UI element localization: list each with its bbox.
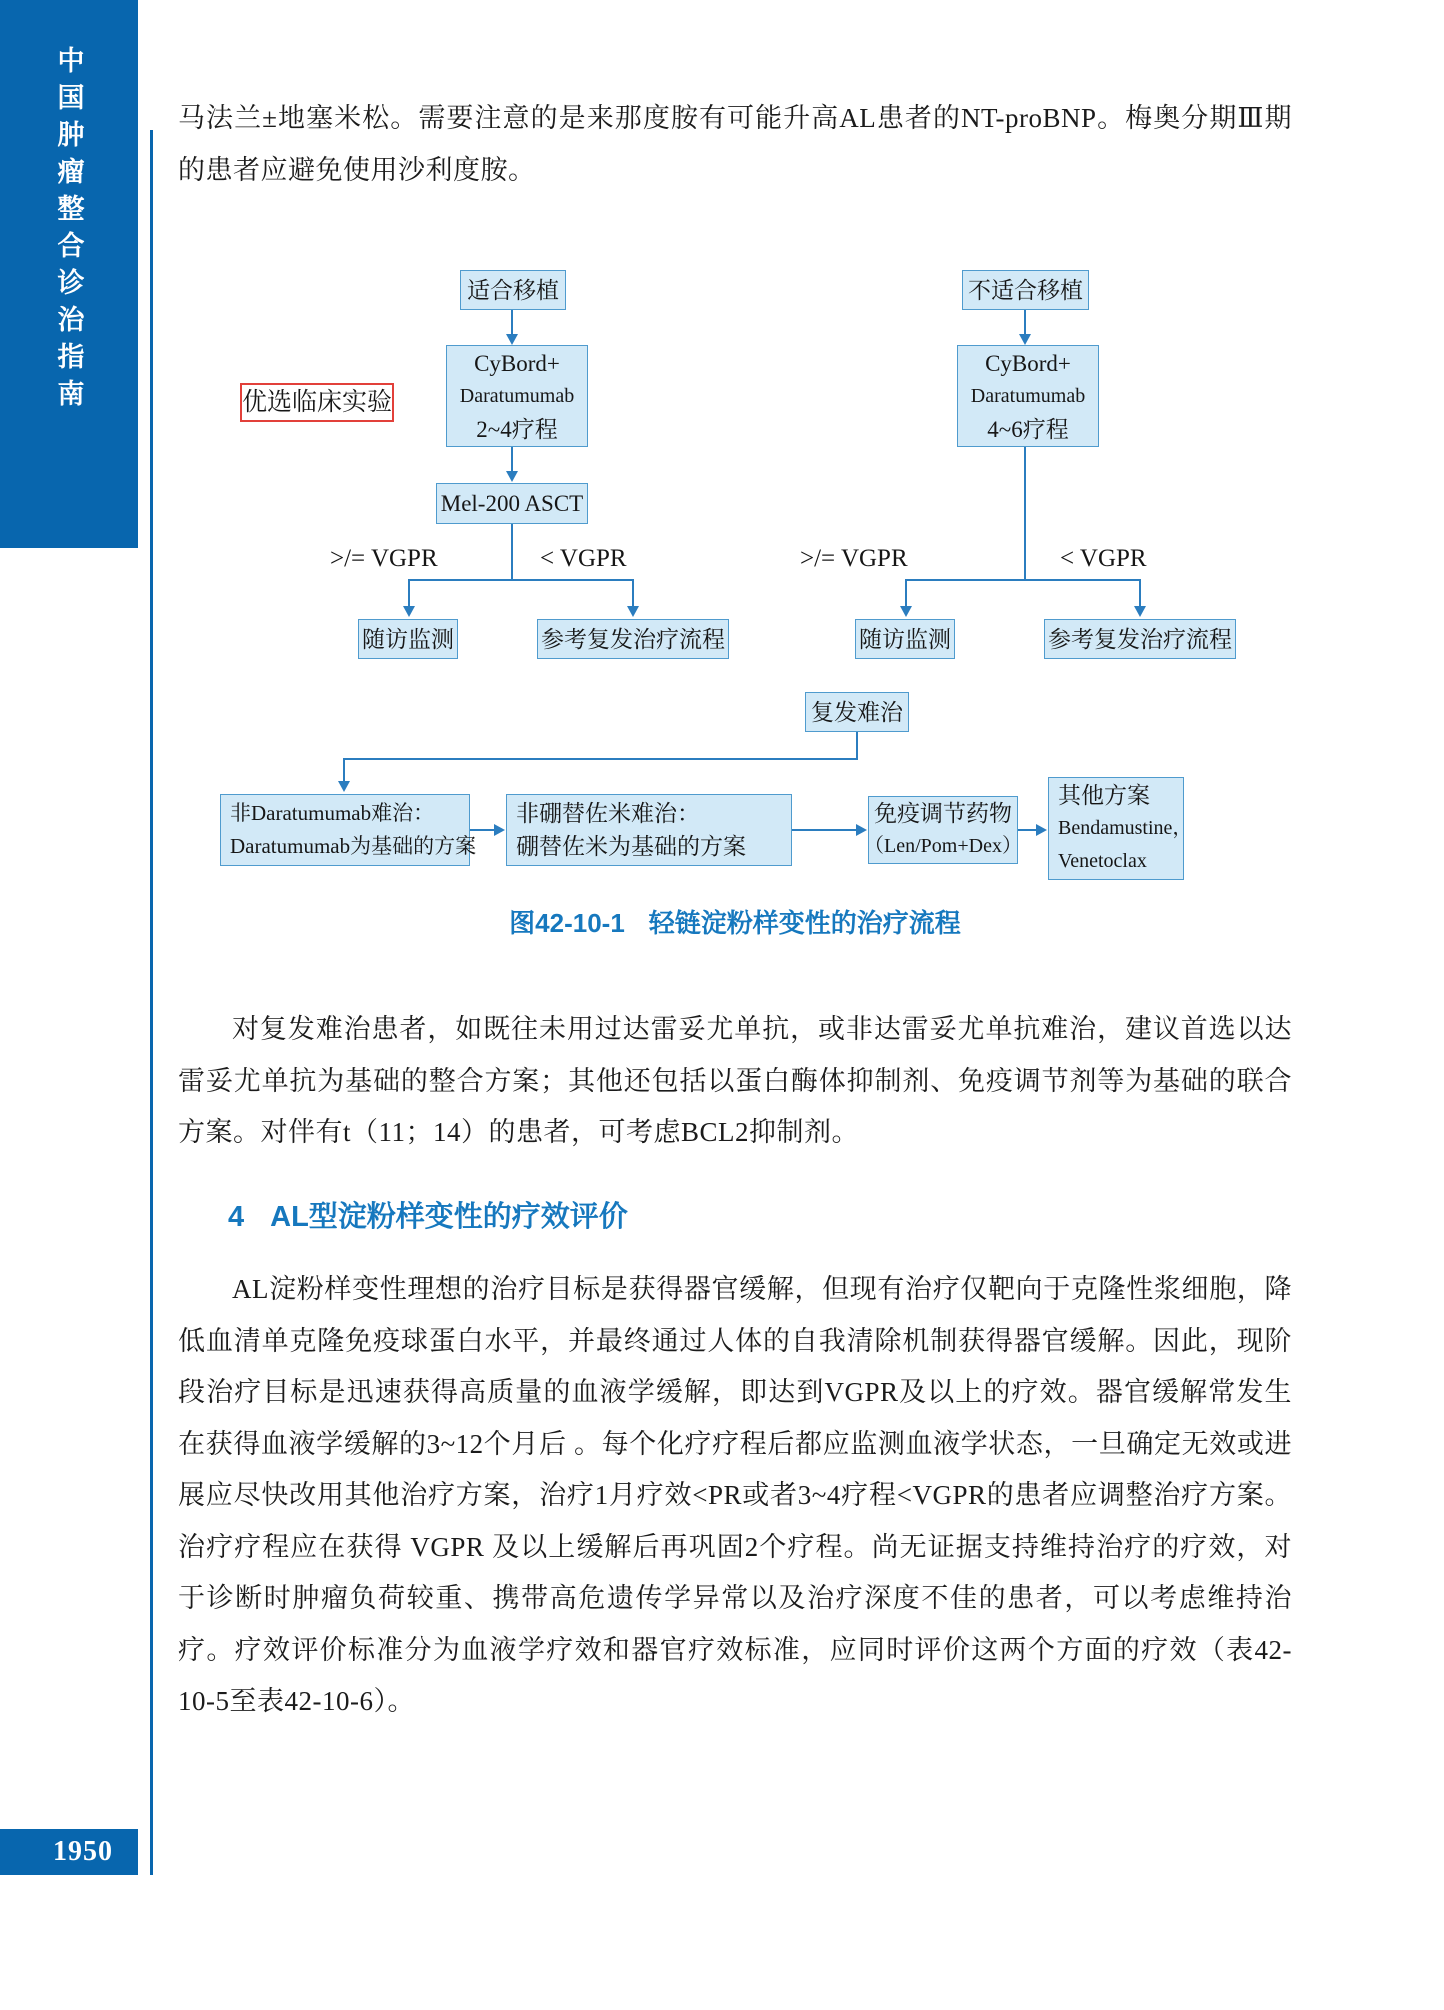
section-heading bbox=[228, 1194, 628, 1235]
figure-title: 轻链淀粉样变性的治疗流程 bbox=[648, 908, 961, 938]
node-unfit-transplant: 不适合移植 bbox=[962, 270, 1089, 310]
node-line: 其他方案 bbox=[1058, 783, 1150, 808]
node-line: 非Daratumumab难治： bbox=[230, 801, 435, 825]
connector-line bbox=[511, 524, 513, 581]
node-line: CyBord+ bbox=[474, 350, 560, 376]
connector-line bbox=[1139, 579, 1141, 607]
page-number-badge bbox=[0, 1829, 138, 1875]
arrow-down-icon bbox=[506, 471, 518, 482]
connector-line bbox=[1024, 447, 1026, 581]
node-line: 非硼替佐米难治： bbox=[516, 801, 700, 826]
flowchart bbox=[0, 0, 1444, 900]
node-line: （Len/Pom+Dex） bbox=[864, 835, 1022, 857]
arrow-down-icon bbox=[403, 606, 415, 617]
heading-number: 4 bbox=[228, 1201, 245, 1233]
connector-line bbox=[905, 579, 1141, 581]
page-number: 1950 bbox=[53, 1836, 113, 1867]
node-refer-relapse-right: 参考复发治疗流程 bbox=[1044, 619, 1236, 659]
arrow-right-icon bbox=[856, 824, 867, 836]
arrow-down-icon bbox=[627, 606, 639, 617]
node-fit-transplant: 适合移植 bbox=[460, 270, 566, 310]
connector-line bbox=[343, 758, 858, 760]
paragraph-intro: 马法兰±地塞米松。需要注意的是来那度胺有可能升高AL患者的NT-proBNP。梅奥分期Ⅲ期的患者应避免使用沙利度胺。 bbox=[178, 103, 1292, 185]
connector-line bbox=[511, 447, 513, 473]
arrow-right-icon bbox=[1036, 824, 1047, 836]
connector-line bbox=[792, 829, 858, 831]
connector-line bbox=[511, 310, 513, 336]
node-non-bortezomib-refractory bbox=[506, 794, 792, 866]
arrow-right-icon bbox=[494, 824, 505, 836]
node-line: 免疫调节药物 bbox=[874, 801, 1012, 826]
node-line: 2~4疗程 bbox=[476, 416, 558, 442]
node-non-dara-refractory bbox=[220, 794, 477, 866]
node-relapse-refractory: 复发难治 bbox=[805, 692, 909, 732]
connector-line bbox=[1024, 310, 1026, 336]
node-refer-relapse-left: 参考复发治疗流程 bbox=[537, 619, 729, 659]
node-followup-left: 随访监测 bbox=[358, 619, 458, 659]
label-vgpr-lt-left: < VGPR bbox=[540, 545, 627, 572]
figure-number: 图42-10-1 bbox=[509, 908, 625, 938]
heading-title: AL型淀粉样变性的疗效评价 bbox=[270, 1201, 628, 1233]
label-vgpr-lt-right: < VGPR bbox=[1060, 545, 1147, 572]
paragraph-efficacy: AL淀粉样变性理想的治疗目标是获得器官缓解，但现有治疗仅靶向于克隆性浆细胞，降低血清单克隆免疫球蛋白水平，并最终通过人体的自我清除机制获得器官缓解。因此，现阶段治疗目标是迅速获得高质量的血液学缓解，即达到VGPR及以上的疗效。器官缓解常发生在获得血液学缓解的3~12个月后 。每个化疗疗程后都应监测血液学状态，一旦确定无效或进展应尽快改用其他治疗方案，治疗1月疗效<PR或者3~4疗程<VGPR的患者应调整治疗方案。治疗疗程应在获得 VGPR 及以上缓解后再巩固2个疗程。尚无证据支持维持治疗的疗效，对于诊断时肿瘤负荷较重、携带高危遗传学异常以及治疗深度不佳的患者，可以考虑维持治疗。疗效评价标准分为血液学疗效和器官疗效标准，应同时评价这两个方面的疗效（表42-10-5至表42-10-6）。 bbox=[178, 1274, 1292, 1716]
arrow-down-icon bbox=[506, 334, 518, 345]
node-line: CyBord+ bbox=[985, 350, 1071, 376]
node-line: Venetoclax bbox=[1058, 850, 1147, 872]
connector-line bbox=[856, 732, 858, 760]
node-followup-right: 随访监测 bbox=[855, 619, 955, 659]
connector-line bbox=[343, 758, 345, 783]
node-line: Daratumumab bbox=[459, 384, 575, 407]
connector-line bbox=[408, 579, 634, 581]
node-line: Daratumumab为基础的方案 bbox=[230, 834, 477, 858]
connector-line bbox=[632, 579, 634, 607]
node-preferred-trial: 优选临床实验 bbox=[240, 383, 394, 422]
node-other-regimens bbox=[1048, 777, 1193, 880]
connector-line bbox=[470, 829, 496, 831]
node-imid bbox=[864, 796, 1022, 864]
arrow-down-icon bbox=[338, 781, 350, 792]
paragraph-relapse: 对复发难治患者，如既往未用过达雷妥尤单抗，或非达雷妥尤单抗难治，建议首选以达雷妥尤单抗为基础的整合方案；其他还包括以蛋白酶体抑制剂、免疫调节剂等为基础的联合方案。对伴有t（11；14）的患者，可考虑BCL2抑制剂。 bbox=[178, 1014, 1292, 1147]
connector-line bbox=[1018, 829, 1038, 831]
connector-line bbox=[408, 579, 410, 607]
label-vgpr-ge-right: >/= VGPR bbox=[800, 545, 908, 572]
arrow-down-icon bbox=[1134, 606, 1146, 617]
arrow-down-icon bbox=[1019, 334, 1031, 345]
sidebar-title: 中国肿瘤整合诊治指南 bbox=[53, 46, 84, 416]
node-line: 4~6疗程 bbox=[987, 416, 1069, 442]
node-line: 硼替佐米为基础的方案 bbox=[516, 834, 746, 859]
node-line: Daratumumab bbox=[970, 384, 1086, 407]
node-cybord-4-6 bbox=[957, 345, 1099, 447]
arrow-down-icon bbox=[900, 606, 912, 617]
node-line: Bendamustine， bbox=[1058, 817, 1193, 839]
node-mel200-asct: Mel-200 ASCT bbox=[436, 483, 588, 524]
figure-caption bbox=[178, 903, 1292, 940]
label-vgpr-ge-left: >/= VGPR bbox=[330, 545, 438, 572]
connector-line bbox=[905, 579, 907, 607]
node-cybord-2-4 bbox=[446, 345, 588, 447]
